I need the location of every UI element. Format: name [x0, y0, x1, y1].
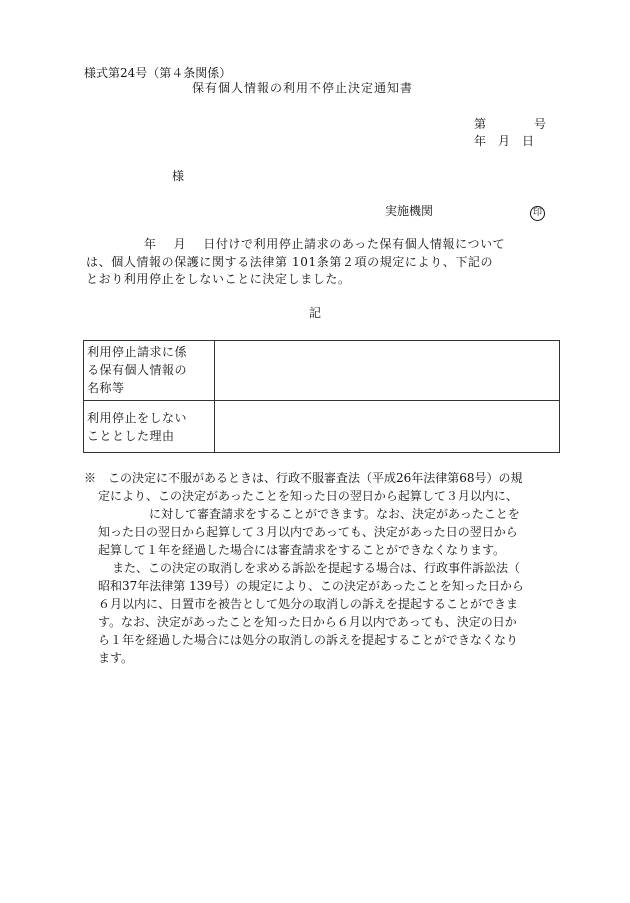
form-number: 様式第24号（第４条関係）	[84, 66, 232, 80]
notice-line-5: 起算して１年を経過した場合には審査請求をすることができなくなります。	[98, 543, 506, 557]
notice-line-4: 知った日の翌日から起算して３月以内であっても、決定があった日の翌日から	[98, 525, 518, 539]
intro-line-3: とおり利用停止をしないことに決定しました。	[86, 272, 351, 286]
document-number: 第 号	[474, 117, 547, 131]
recipient-suffix: 様	[172, 169, 185, 183]
row2-label-line2: こととした理由	[87, 429, 175, 443]
document-date: 年 月 日	[474, 134, 535, 148]
notice-line-11: ます。	[98, 651, 134, 665]
decision-table	[83, 340, 560, 453]
row2-value[interactable]	[215, 401, 560, 453]
table-row	[84, 341, 560, 401]
row1-label-line3: 名称等	[87, 381, 125, 395]
intro-line-2: は、個人情報の保護に関する法律第 101条第２項の規定により、下記の	[86, 255, 494, 269]
row1-value[interactable]	[215, 341, 560, 401]
row1-label-line2: る保有個人情報の	[87, 363, 188, 377]
notice-line-3: に対して審査請求をすることができます。なお、決定があったことを	[149, 507, 520, 521]
notice-line-7: 昭和37年法律第 139号）の規定により、この決定があったことを知った日から	[98, 579, 524, 593]
intro-line-1: 年 月 日付けで利用停止請求のあった保有個人情報について	[144, 237, 506, 251]
ki-heading: 記	[309, 306, 322, 320]
row1-label	[84, 341, 215, 401]
seal-mark	[530, 203, 545, 221]
notice-line-8: ６月以内に、日置市を被告として処分の取消しの訴えを提起することができま	[98, 597, 519, 611]
notice-line-2: 定により、この決定があったことを知った日の翌日から起算して３月以内に、	[98, 489, 518, 503]
institution-label: 実施機関	[385, 204, 434, 218]
seal-icon: 印	[530, 206, 545, 221]
row2-label-line1: 利用停止をしない	[87, 411, 188, 425]
notice-line-10: ら１年を経過した場合には処分の取消しの訴えを提起することができなくなり	[98, 633, 519, 647]
notice-line-9: す。なお、決定があったことを知った日から６月以内であっても、決定の日か	[98, 615, 517, 629]
row1-label-line1: 利用停止請求に係	[87, 345, 188, 359]
table-row	[84, 401, 560, 453]
notice-line-6: また、この決定の取消しを求める訴訟を提起する場合は、行政事件訴訟法（	[112, 561, 521, 575]
notice-line-1: ※ この決定に不服があるときは、行政不服審査法（平成26年法律第68号）の規	[84, 471, 523, 485]
document-title: 保有個人情報の利用不停止決定通知書	[192, 81, 414, 95]
row2-label	[84, 401, 215, 453]
